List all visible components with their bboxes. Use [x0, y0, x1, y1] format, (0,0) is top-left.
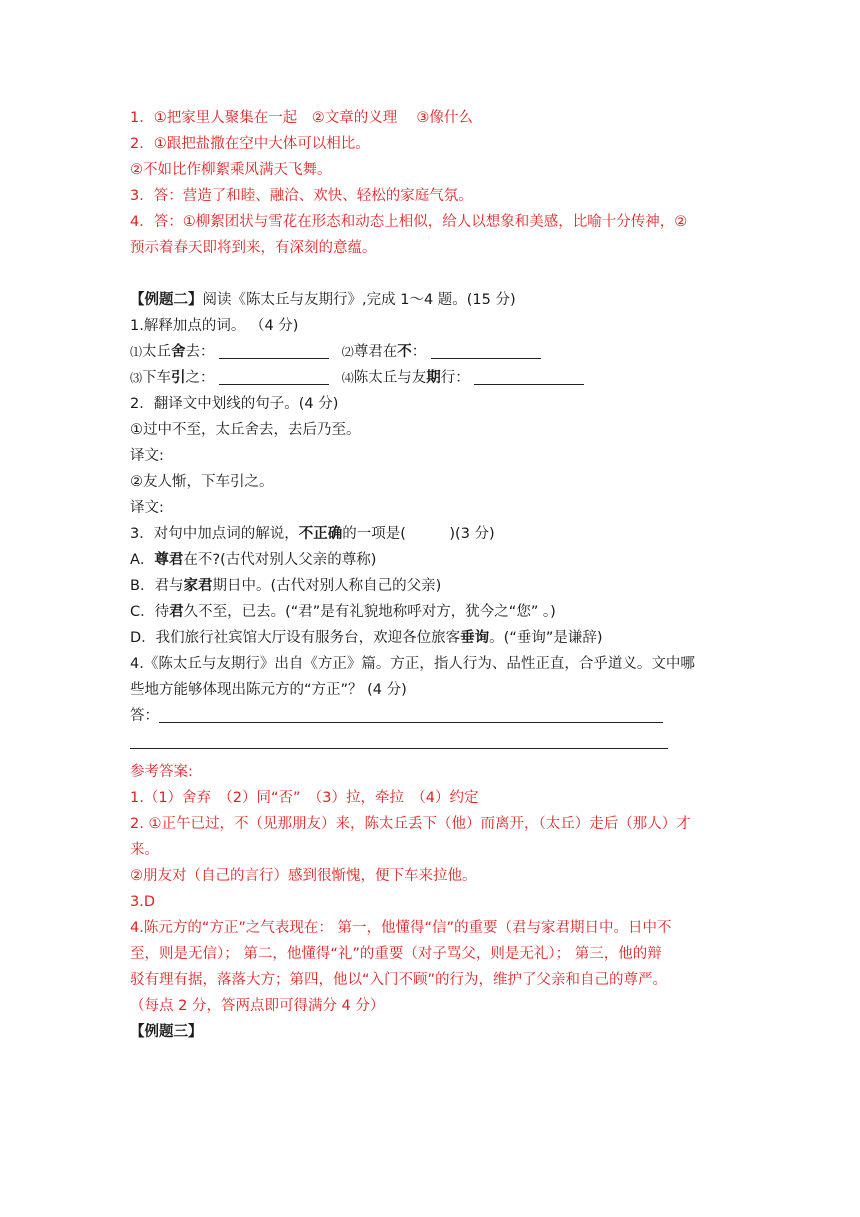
answer-line-1: 1．①把家里人聚集在一起 ②文章的义理 ③像什么 — [130, 110, 473, 126]
question-3-emphasis: 不正确 — [298, 526, 343, 542]
question-3-text: 3．对句中加点词的解说， — [130, 526, 299, 542]
item-text: 尊君在 — [353, 344, 398, 360]
item-text: 下车 — [142, 370, 172, 386]
question-1-row-1 — [130, 342, 541, 362]
question-2-sentence-2: ②友人惭，下车引之。 — [130, 474, 274, 490]
reference-answer-2-line-3: ②朋友对（自己的言行）感到很惭愧，便下车来拉他。 — [130, 868, 477, 884]
option-text: D．我们旅行社宾馆大厅设有服务台，欢迎各位旅客 — [130, 630, 461, 646]
question-1-row-2 — [130, 368, 584, 388]
answer-line-2: 2．①跟把盐撒在空中大体可以相比。 — [130, 136, 370, 152]
question-3 — [130, 524, 495, 544]
reference-answer-4-line-3: 驳有理有据，落落大方；第四，他以“入门不顾”的行为，维护了父亲和自己的尊严。 — [130, 972, 668, 988]
option-text: 在不?(古代对别人父亲的尊称) — [183, 552, 377, 568]
answer-blank[interactable] — [159, 708, 663, 723]
item-text: 行： — [440, 370, 470, 386]
option-text: 期日中。(古代对别人称自己的父亲) — [212, 578, 442, 594]
answer-blank[interactable] — [219, 370, 329, 385]
option-text: A． — [130, 552, 155, 568]
item-number: ⑶ — [130, 371, 143, 385]
reference-answer-1: 1.（1）舍弃 （2）同“否” （3）拉，牵拉 （4）约定 — [130, 790, 479, 806]
dotted-word: 垂询 — [460, 630, 490, 646]
question-3-text: 的一项是( )(3 分) — [342, 526, 495, 542]
reference-answer-2-line-2: 来。 — [130, 842, 159, 858]
item-text: 陈太丘与友 — [353, 370, 427, 386]
answer-blank[interactable] — [219, 344, 329, 359]
example2-label: 【例题二】 — [130, 292, 203, 308]
dotted-word: 舍 — [171, 344, 186, 360]
dotted-word: 尊君 — [154, 552, 184, 568]
question-2: 2．翻译文中划线的句子。(4 分) — [130, 396, 339, 412]
reference-answer-4-line-1: 4.陈元方的“方正”之气表现在： 第一，他懂得“信”的重要（君与家君期日中。日中不 — [130, 920, 672, 936]
option-text: 。(“垂询”是谦辞) — [489, 630, 603, 646]
item-text: 之： — [185, 370, 215, 386]
question-1: 1.解释加点的词。 （4 分) — [130, 318, 299, 334]
dotted-word: 家君 — [183, 578, 213, 594]
option-text: C．待 — [130, 604, 170, 620]
reference-answer-4-line-2: 至，则是无信）； 第二，他懂得“礼”的重要（对子骂父，则是无礼）； 第三，他的辩 — [130, 946, 662, 962]
option-text: 久不至，已去。(“君”是有礼貌地称呼对方，犹今之“您” 。) — [183, 604, 556, 620]
dotted-word: 不 — [397, 344, 412, 360]
example3-title: 【例题三】 — [130, 1024, 203, 1040]
question-4-line-1: 4.《陈太丘与友期行》出自《方正》篇。方正，指人行为、品性正直，合乎道义。文中哪 — [130, 656, 695, 672]
dotted-word: 引 — [171, 370, 186, 386]
answer-row-2 — [130, 732, 668, 752]
item-text: ： — [411, 344, 427, 360]
reference-answer-2-line-1: 2. ①正午已过，不（见那朋友）来，陈太丘丢下（他）而离开，（太丘）走后（那人）才 — [130, 816, 691, 832]
answer-line-3: ②不如比作柳絮乘风满天飞舞。 — [130, 162, 332, 178]
item-number: ⑵ — [341, 345, 354, 359]
option-d — [130, 628, 603, 648]
translation-label: 译文: — [130, 448, 164, 464]
option-c — [130, 602, 556, 622]
answer-row — [130, 706, 663, 726]
reference-answer-4-line-4: （每点 2 分，答两点即可得满分 4 分） — [130, 998, 385, 1014]
option-b — [130, 576, 441, 596]
example2-title — [130, 290, 516, 310]
answer-line-5: 4．答：①柳絮团状与雪花在形态和动态上相似，给人以想象和美感，比喻十分传神，② — [130, 214, 688, 230]
answer-line-4: 3．答：营造了和睦、融洽、欢快、轻松的家庭气氛。 — [130, 188, 473, 204]
dotted-word: 期 — [426, 370, 441, 386]
example2-instruction: 阅读《陈太丘与友期行》,完成 1～4 题。(15 分) — [202, 292, 516, 308]
translation-label: 译文: — [130, 500, 164, 516]
option-a — [130, 550, 376, 570]
dotted-word: 君 — [169, 604, 184, 620]
reference-answer-3: 3.D — [130, 894, 155, 910]
item-text: 去： — [185, 344, 215, 360]
option-text: B．君与 — [130, 578, 184, 594]
item-number: ⑴ — [130, 345, 143, 359]
item-text: 太丘 — [142, 344, 172, 360]
answer-line-6: 预示着春天即将到来，有深刻的意蕴。 — [130, 240, 377, 256]
answer-blank[interactable] — [431, 344, 541, 359]
reference-answer-label: 参考答案: — [130, 764, 193, 780]
item-number: ⑷ — [341, 371, 354, 385]
question-4-line-2: 些地方能够体现出陈元方的“方正”？ (4 分) — [130, 682, 407, 698]
answer-blank[interactable] — [130, 734, 668, 749]
answer-label: 答： — [130, 708, 159, 724]
answer-blank[interactable] — [474, 370, 584, 385]
question-2-sentence-1: ①过中不至，太丘舍去，去后乃至。 — [130, 422, 361, 438]
